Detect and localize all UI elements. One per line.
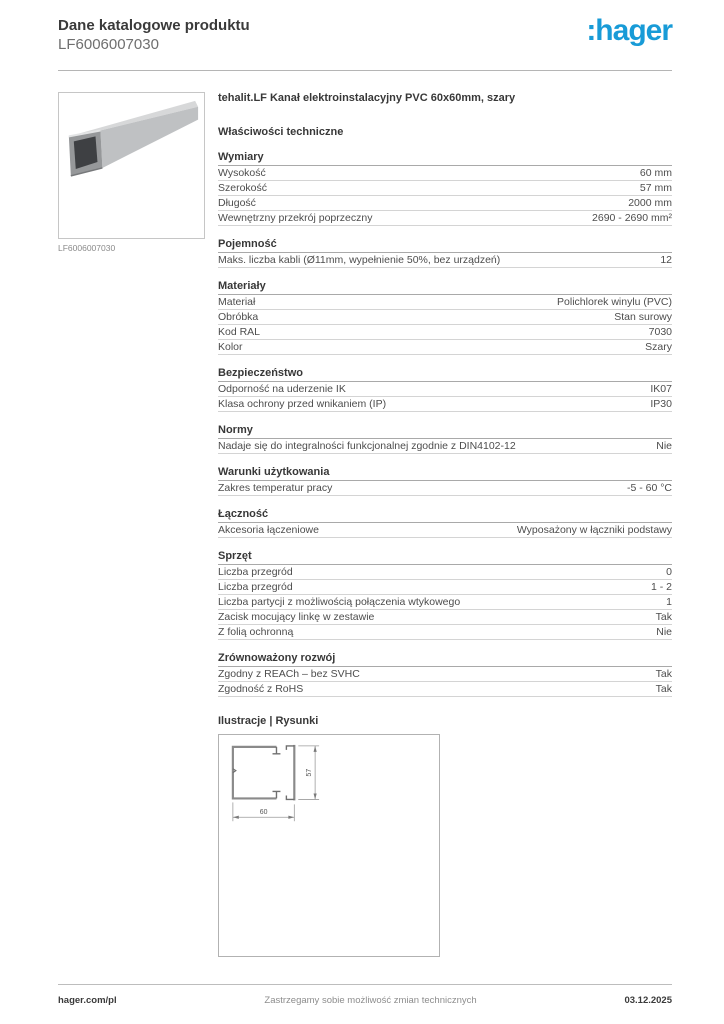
spec-section bbox=[218, 652, 672, 697]
spec-row bbox=[218, 340, 672, 355]
spec-label: Kolor bbox=[218, 340, 243, 353]
document-title: Dane katalogowe produktu bbox=[58, 17, 250, 34]
spec-value: Szary bbox=[645, 340, 672, 353]
spec-sections bbox=[218, 151, 672, 697]
spec-section bbox=[218, 238, 672, 268]
spec-row bbox=[218, 523, 672, 538]
spec-value: Wyposażony w łączniki podstawy bbox=[516, 523, 672, 536]
section-heading: Sprzęt bbox=[218, 550, 672, 565]
spec-value: 1 bbox=[666, 595, 672, 608]
spec-label: Zgodność z RoHS bbox=[218, 682, 304, 695]
footer-disclaimer: Zastrzegamy sobie możliwość zmian technicznych bbox=[264, 995, 477, 1006]
product-photo bbox=[59, 93, 204, 238]
spec-value: 12 bbox=[660, 253, 672, 266]
spec-row bbox=[218, 310, 672, 325]
spec-value: Tak bbox=[655, 610, 672, 623]
spec-value: -5 - 60 °C bbox=[626, 481, 672, 494]
section-heading: Zrównoważony rozwój bbox=[218, 652, 672, 667]
footer-date: 03.12.2025 bbox=[624, 995, 672, 1006]
section-heading: Wymiary bbox=[218, 151, 672, 166]
section-heading: Warunki użytkowania bbox=[218, 466, 672, 481]
spec-label: Materiał bbox=[218, 295, 256, 308]
spec-row bbox=[218, 196, 672, 211]
footer-divider bbox=[58, 984, 672, 985]
product-title: tehalit.LF Kanał elektroinstalacyjny PVC 60x60mm, szary bbox=[218, 92, 516, 104]
properties-heading: Właściwości techniczne bbox=[218, 126, 344, 138]
spec-row bbox=[218, 166, 672, 181]
spec-row bbox=[218, 382, 672, 397]
spec-value: Polichlorek winylu (PVC) bbox=[557, 295, 672, 308]
spec-section bbox=[218, 424, 672, 454]
spec-row bbox=[218, 595, 672, 610]
page-footer bbox=[58, 995, 672, 1006]
spec-label: Liczba przegród bbox=[218, 565, 293, 578]
spec-section bbox=[218, 508, 672, 538]
spec-label: Odporność na uderzenie IK bbox=[218, 382, 346, 395]
spec-value: IK07 bbox=[650, 382, 672, 395]
section-heading: Bezpieczeństwo bbox=[218, 367, 672, 382]
section-heading: Normy bbox=[218, 424, 672, 439]
spec-label: Obróbka bbox=[218, 310, 259, 323]
photo-caption: LF6006007030 bbox=[58, 243, 116, 253]
spec-label: Akcesoria łączeniowe bbox=[218, 523, 319, 536]
technical-drawing-frame bbox=[218, 734, 440, 957]
section-heading: Łączność bbox=[218, 508, 672, 523]
spec-row bbox=[218, 625, 672, 640]
spec-value: 2690 - 2690 mm² bbox=[592, 211, 672, 224]
spec-section bbox=[218, 280, 672, 355]
spec-value: IP30 bbox=[650, 397, 672, 410]
spec-value: Tak bbox=[655, 682, 672, 695]
spec-row bbox=[218, 610, 672, 625]
spec-section bbox=[218, 466, 672, 496]
spec-value: Nie bbox=[656, 625, 672, 638]
spec-label: Maks. liczba kabli (Ø11mm, wypełnienie 50%, bez urządzeń) bbox=[218, 253, 501, 266]
spec-row bbox=[218, 667, 672, 682]
specs-column bbox=[218, 92, 672, 957]
spec-label: Zakres temperatur pracy bbox=[218, 481, 333, 494]
spec-row bbox=[218, 181, 672, 196]
section-heading: Pojemność bbox=[218, 238, 672, 253]
spec-label: Nadaje się do integralności funkcjonalnej zgodnie z DIN4102-12 bbox=[218, 439, 516, 452]
spec-section bbox=[218, 367, 672, 412]
spec-label: Szerokość bbox=[218, 181, 268, 194]
spec-label: Klasa ochrony przed wnikaniem (IP) bbox=[218, 397, 387, 410]
product-photo-frame bbox=[58, 92, 205, 239]
spec-label: Zacisk mocujący linkę w zestawie bbox=[218, 610, 375, 623]
spec-label: Długość bbox=[218, 196, 256, 209]
spec-value: Tak bbox=[655, 667, 672, 680]
spec-row bbox=[218, 211, 672, 226]
spec-label: Wewnętrzny przekrój poprzeczny bbox=[218, 211, 373, 224]
spec-row bbox=[218, 682, 672, 697]
spec-row bbox=[218, 439, 672, 454]
drawing-height-label: 57 bbox=[306, 768, 314, 777]
spec-label: Wysokość bbox=[218, 166, 266, 179]
product-reference: LF6006007030 bbox=[58, 36, 159, 53]
spec-value: 60 mm bbox=[639, 166, 672, 179]
spec-section bbox=[218, 151, 672, 226]
header-titles bbox=[58, 16, 250, 54]
spec-row bbox=[218, 481, 672, 496]
spec-value: Stan surowy bbox=[614, 310, 672, 323]
spec-value: 7030 bbox=[648, 325, 672, 338]
spec-label: Liczba partycji z możliwością połączenia wtykowego bbox=[218, 595, 461, 608]
footer-website: hager.com/pl bbox=[58, 995, 117, 1006]
page-header bbox=[58, 16, 672, 54]
spec-label: Liczba przegród bbox=[218, 580, 293, 593]
spec-row bbox=[218, 397, 672, 412]
spec-label: Kod RAL bbox=[218, 325, 261, 338]
header-divider bbox=[58, 70, 672, 71]
spec-value: 1 - 2 bbox=[650, 580, 672, 593]
spec-value: 57 mm bbox=[639, 181, 672, 194]
spec-row bbox=[218, 253, 672, 268]
spec-row bbox=[218, 325, 672, 340]
spec-value: 0 bbox=[666, 565, 672, 578]
hager-logo: :hager bbox=[586, 14, 672, 47]
spec-row bbox=[218, 580, 672, 595]
spec-row bbox=[218, 565, 672, 580]
spec-row bbox=[218, 295, 672, 310]
drawing-width-label: 60 bbox=[259, 808, 268, 816]
illustrations-heading: Ilustracje | Rysunki bbox=[218, 715, 319, 727]
spec-label: Z folią ochronną bbox=[218, 625, 294, 638]
spec-value: 2000 mm bbox=[628, 196, 672, 209]
spec-section bbox=[218, 550, 672, 640]
spec-value: Nie bbox=[656, 439, 672, 452]
section-heading: Materiały bbox=[218, 280, 672, 295]
technical-drawing bbox=[219, 735, 439, 956]
spec-label: Zgodny z REACh – bez SVHC bbox=[218, 667, 360, 680]
